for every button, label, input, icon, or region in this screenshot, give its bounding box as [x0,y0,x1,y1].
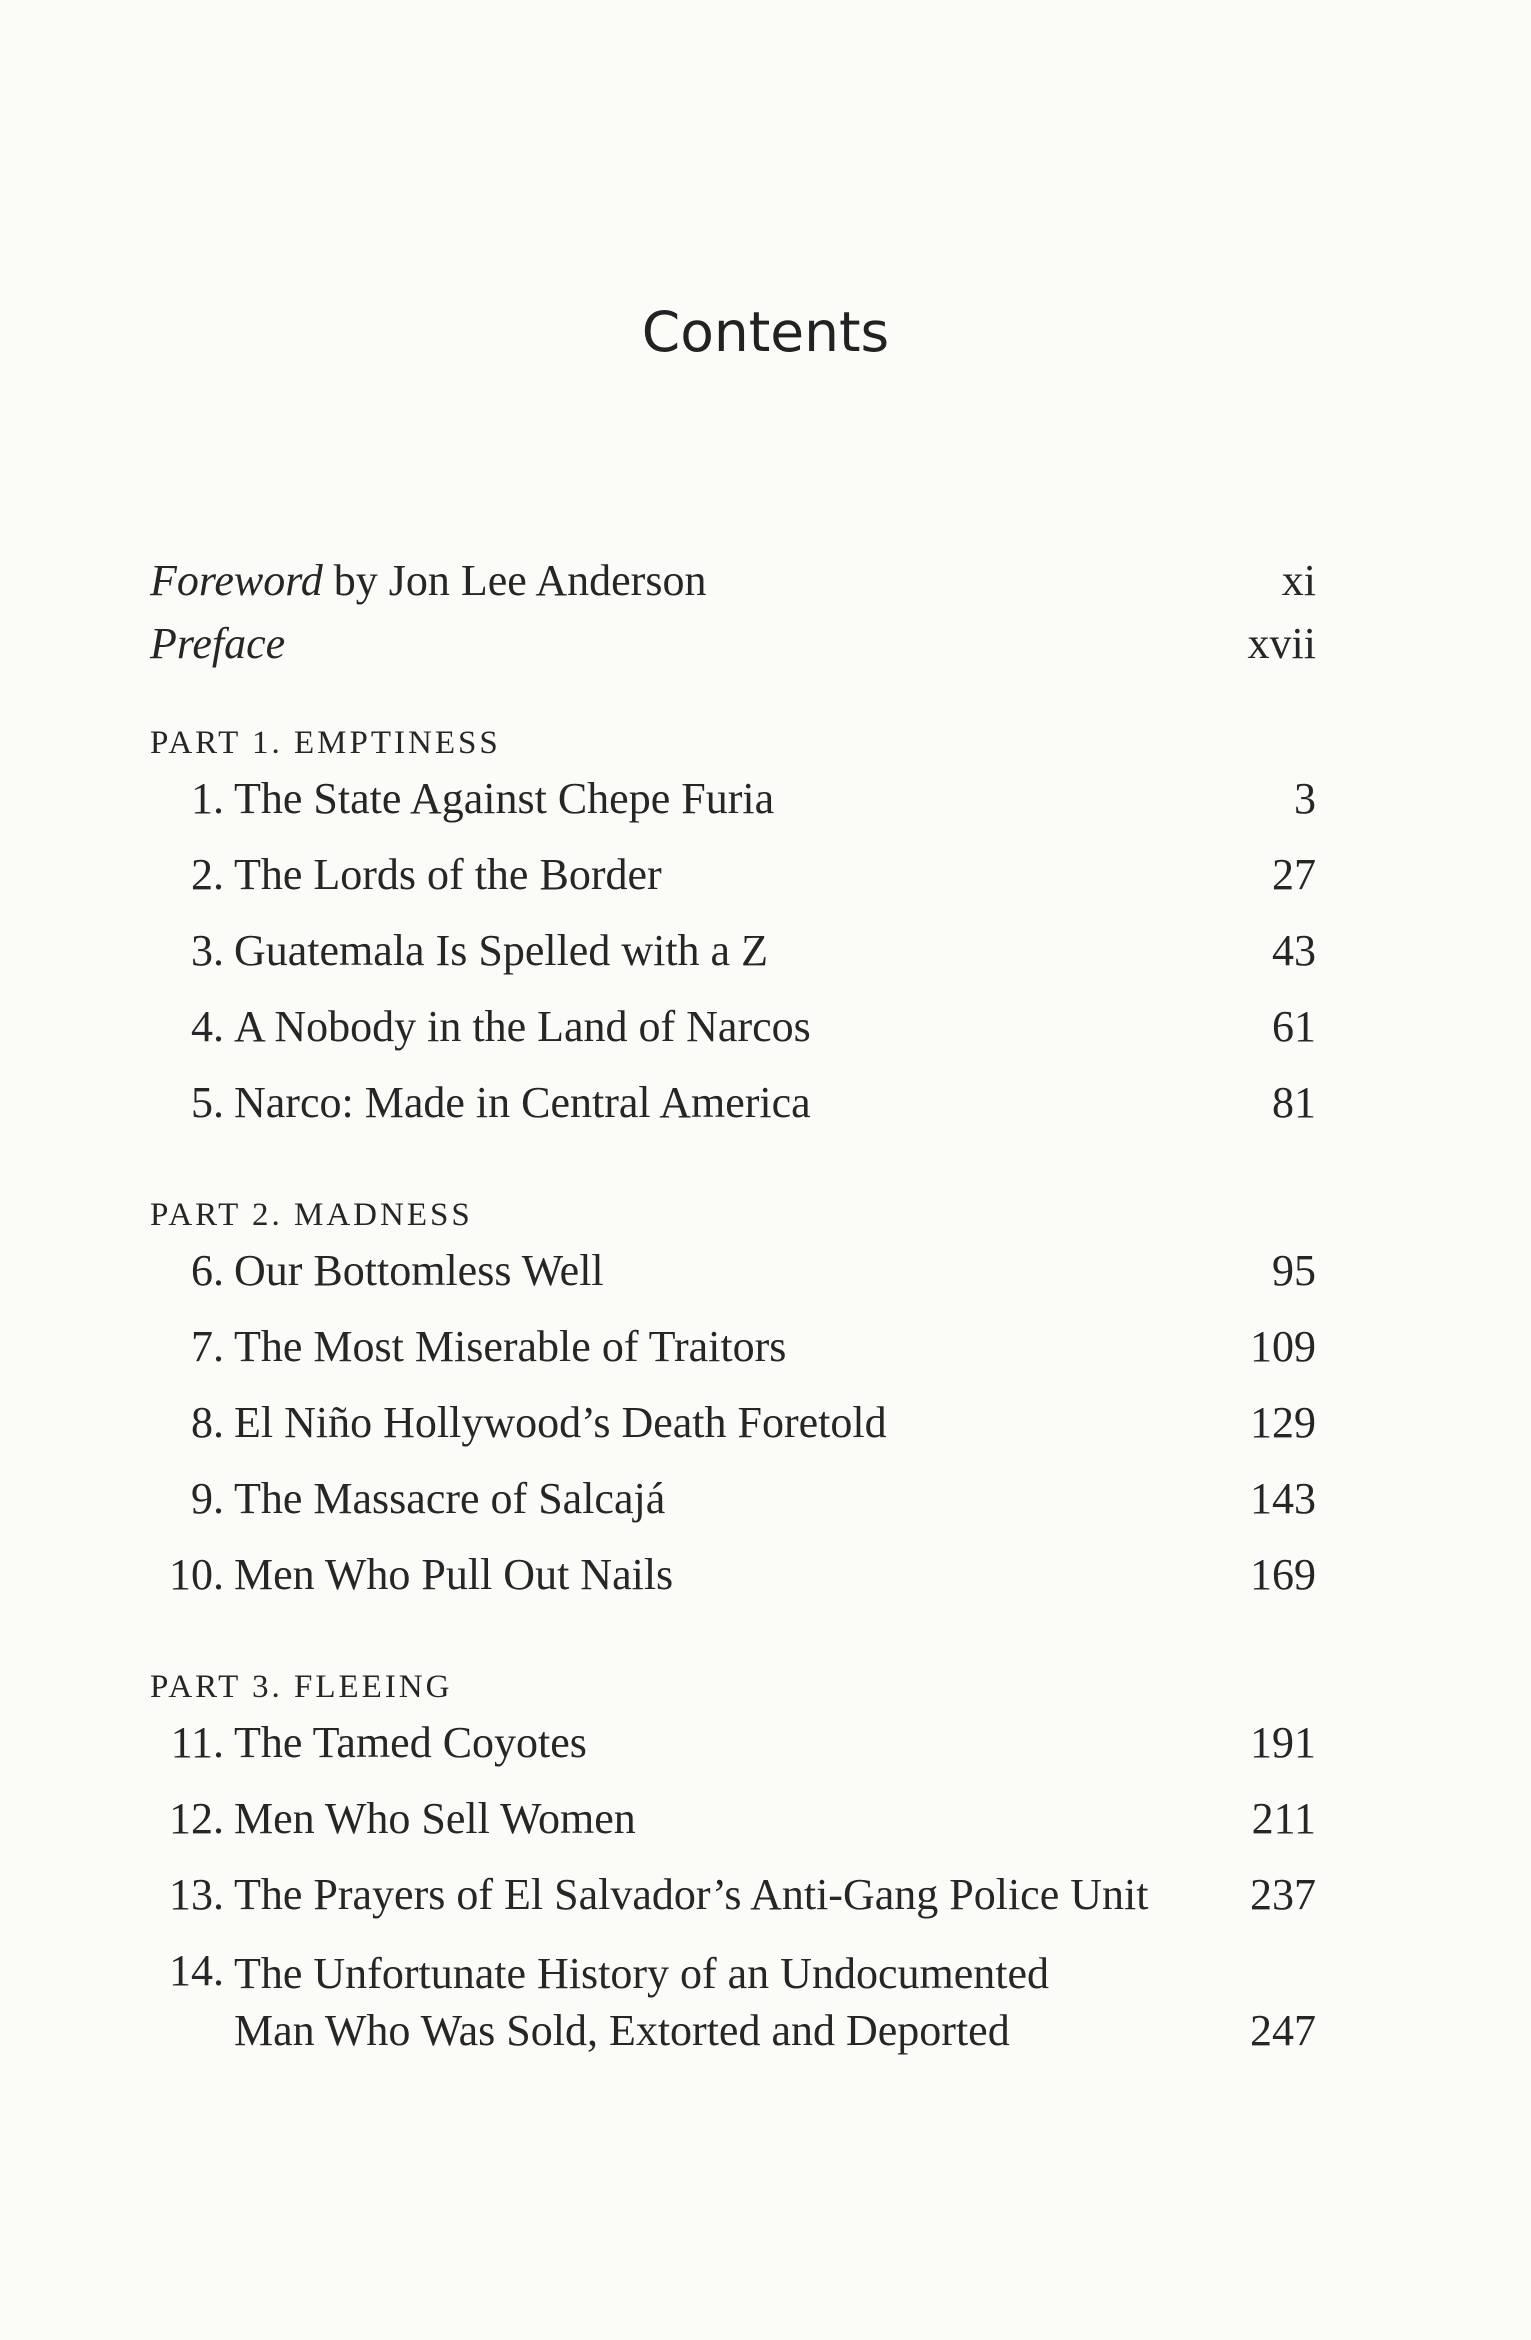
chapter-number: 8. [191,1398,224,1447]
page-number: xvii [1247,619,1316,668]
chapter-number: 12. [169,1794,224,1843]
page-number: 169 [1250,1550,1316,1599]
entry-title: Preface [150,619,286,668]
part-1 [150,713,1316,1153]
toc-entry-chapter-8[interactable] [150,1397,1316,1473]
chapter-title: The Lords of the Border [234,850,662,899]
chapter-number: 2. [191,850,224,899]
table-of-contents [150,555,1316,2059]
chapter-title: The Most Miserable of Traitors [234,1322,787,1371]
part-heading: PART 1. EMPTINESS [150,724,501,761]
chapter-number: 11. [170,1718,224,1767]
toc-entry-chapter-9[interactable] [150,1473,1316,1549]
chapter-title: Men Who Sell Women [234,1794,636,1843]
page-number: 211 [1251,1794,1316,1843]
chapter-number: 13. [169,1870,224,1919]
page-number: 143 [1250,1474,1316,1523]
chapter-title: The Prayers of El Salvador’s Anti-Gang Police Unit [234,1870,1149,1919]
toc-entry-preface[interactable] [150,618,1316,681]
part-heading: PART 2. MADNESS [150,1196,473,1233]
toc-entry-chapter-1[interactable] [150,773,1316,849]
part-heading: PART 3. FLEEING [150,1668,453,1705]
chapter-number: 1. [191,774,224,823]
chapter-title: El Niño Hollywood’s Death Foretold [234,1398,887,1447]
page-number: 61 [1272,1002,1316,1051]
chapter-number: 14. [169,1946,224,1995]
chapter-number: 9. [191,1474,224,1523]
chapter-title-line-2: Man Who Was Sold, Extorted and Deported [234,2006,1010,2055]
toc-entry-chapter-3[interactable] [150,925,1316,1001]
toc-entry-chapter-4[interactable] [150,1001,1316,1077]
chapter-number: 4. [191,1002,224,1051]
part-2 [150,1185,1316,1625]
chapter-number: 6. [191,1246,224,1295]
chapter-number: 7. [191,1322,224,1371]
chapter-title: A Nobody in the Land of Narcos [234,1002,811,1051]
page-number: 3 [1294,774,1316,823]
page-number: 129 [1250,1398,1316,1447]
page-number: 27 [1272,850,1316,899]
page-number: 81 [1272,1078,1316,1127]
page-number: 237 [1250,1870,1316,1919]
toc-entry-chapter-10[interactable] [150,1549,1316,1625]
chapter-title: Men Who Pull Out Nails [234,1550,674,1599]
page-number: 43 [1272,926,1316,975]
page-number: 109 [1250,1322,1316,1371]
chapter-title [234,1945,1250,2059]
part-3 [150,1657,1316,2059]
toc-entry-chapter-2[interactable] [150,849,1316,925]
chapter-title: The State Against Chepe Furia [234,774,775,823]
chapter-title: Our Bottomless Well [234,1246,604,1295]
page-title: Contents [641,300,890,364]
chapter-title-line-1: The Unfortunate History of an Undocumented [234,1949,1049,1998]
page-number: 247 [1250,2006,1316,2055]
toc-entry-chapter-5[interactable] [150,1077,1316,1153]
toc-entry-chapter-6[interactable] [150,1245,1316,1321]
chapter-number: 3. [191,926,224,975]
page-number: xi [1281,556,1316,605]
chapter-title: The Massacre of Salcajá [234,1474,666,1523]
page-number: 95 [1272,1246,1316,1295]
chapter-number: 5. [191,1078,224,1127]
chapter-title: Narco: Made in Central America [234,1078,811,1127]
toc-entry-foreword[interactable] [150,555,1316,618]
toc-entry-chapter-14[interactable] [150,1945,1316,2059]
toc-entry-chapter-7[interactable] [150,1321,1316,1397]
chapter-title: Guatemala Is Spelled with a Z [234,926,768,975]
toc-entry-chapter-12[interactable] [150,1793,1316,1869]
chapter-title: The Tamed Coyotes [234,1718,587,1767]
chapter-number: 10. [169,1550,224,1599]
toc-entry-chapter-11[interactable] [150,1717,1316,1793]
entry-title: Foreword by Jon Lee Anderson [150,556,707,605]
toc-entry-chapter-13[interactable] [150,1869,1316,1945]
page-number: 191 [1250,1718,1316,1767]
